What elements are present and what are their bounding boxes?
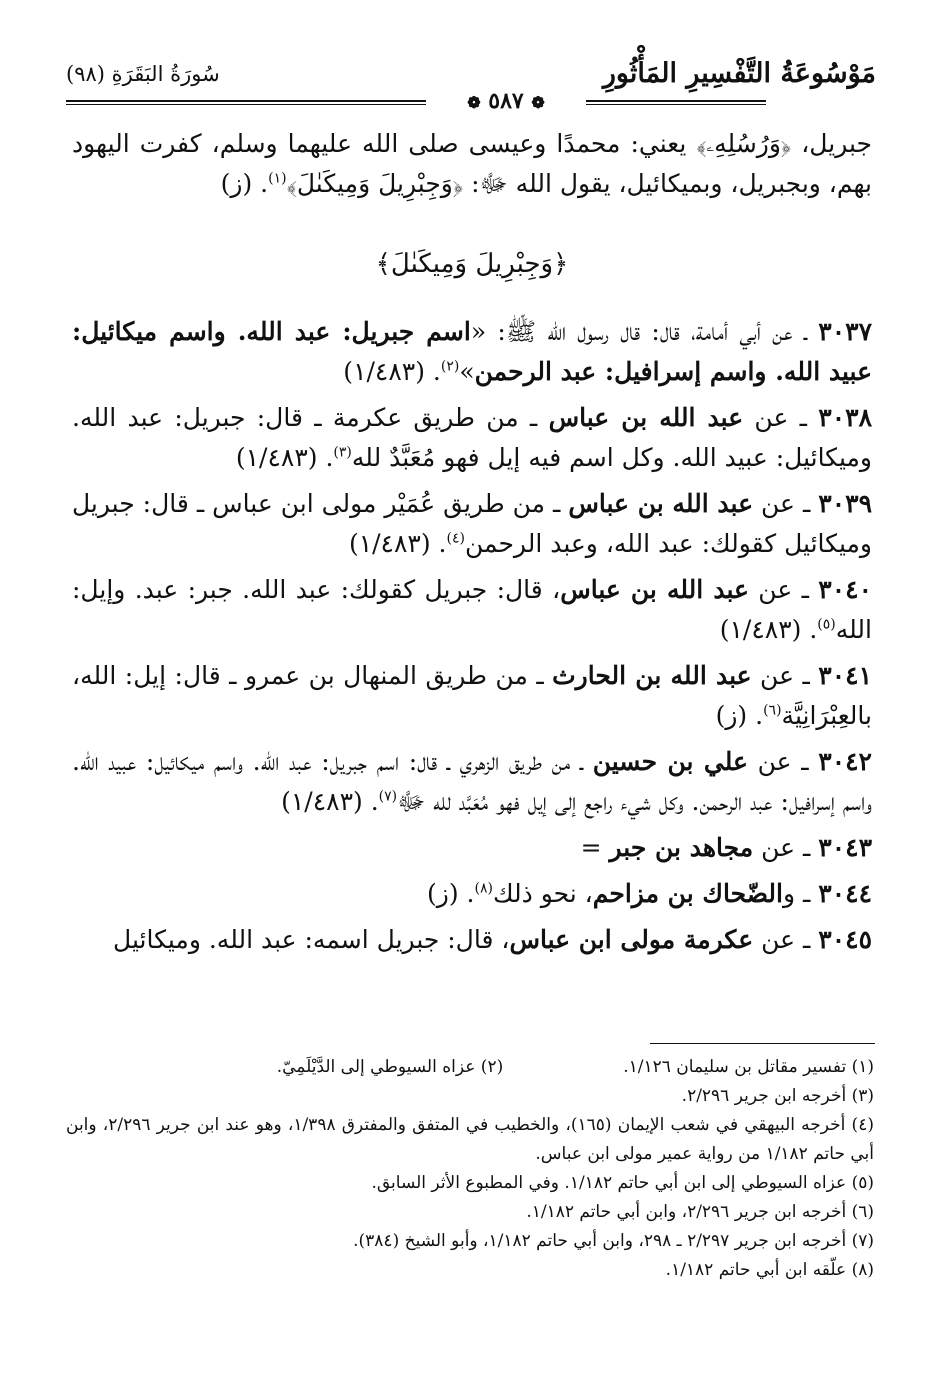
page-number: ٥٨٧ [488, 88, 524, 114]
footnote-ref: (٦) [763, 702, 782, 719]
entry-text: ـ عن [753, 925, 819, 954]
main-text [72, 124, 872, 960]
entry-text: ـ عن [753, 489, 819, 518]
footnote-7: (٧) أخرجه ابن جرير ٢/٢٩٧ ـ ٢٩٨، وابن أبي حاتم ١/١٨٢، وأبو الشيخ (٣٨٤). [353, 1231, 874, 1251]
entry-3039 [72, 484, 872, 564]
entry-text: ـ عن [751, 661, 819, 690]
entry-3038 [72, 398, 872, 478]
entry-text: ـ من طريق عُمَيْر مولى ابن عباس ـ قال: جبريل وميكائيل كقولك: عبد الله، وعبد الرحمن [72, 489, 872, 558]
entry-text: ، نحو ذلك [492, 879, 593, 908]
header-rule-left-thin [66, 104, 426, 105]
entry-text: ، قال: جبريل اسمه: عبد الله. وميكائيل [113, 925, 510, 954]
entry-text: ـ عن [743, 403, 819, 432]
entry-3041 [72, 656, 872, 736]
entry-text: » [459, 357, 475, 386]
volume-ref: . (١/٤٨٣) [348, 529, 447, 558]
entry-number: ٣٠٤٢ [818, 747, 872, 776]
ornament-icon: ❁ [531, 93, 545, 112]
surah-label: سُورَةُ البَقَرَةِ (٩٨) [66, 62, 220, 86]
volume-ref: . (ز) [715, 701, 764, 730]
header-rule-left [66, 100, 426, 102]
entry-3042 [72, 742, 872, 822]
entry-text: ـ من طريق الزهري ـ قال: اسم جبريل: عبد الله. واسم ميكائيل: عبيد الله. واسم إسرافيل: عبد الرحمن. وكل شيء راجع إلى إيل فهو مُعَبَّد لله ﷻ [72, 747, 872, 816]
entry-3043 [72, 828, 872, 868]
entry-bold-text: الضّحاك بن مزاحم [592, 879, 783, 908]
footnote-separator [650, 1043, 875, 1044]
volume-ref: . (ز) [427, 879, 475, 908]
entry-number: ٣٠٣٧ [818, 317, 872, 346]
entry-bold-text: مجاهد بن جبر [609, 833, 754, 862]
entry-text: ـ عن أبي أمامة، قال: قال رسول الله ﷺ: « [470, 317, 819, 346]
footnote-8: (٨) علّقه ابن أبي حاتم ١/١٨٢. [665, 1260, 874, 1280]
intro-paragraph [72, 124, 872, 204]
volume-ref: . (١/٤٨٣) [235, 443, 334, 472]
entry-number: ٣٠٤٠ [818, 575, 872, 604]
entry-bold-text: عبد الله بن عباس [568, 489, 754, 518]
entry-text: ـ من طريق عكرمة ـ قال: جبريل: عبد الله. وميكائيل: عبيد الله. وكل اسم فيه إيل فهو مُعَبَّدٌ لله [72, 403, 872, 472]
book-title: مَوْسُوعَةُ التَّفْسِيرِ المَأْثُورِ [602, 58, 876, 89]
entry-text: ـ و [782, 879, 819, 908]
volume-ref: . (١/٤٨٣) [719, 615, 818, 644]
header-rule-right [586, 100, 766, 102]
entry-text: ـ عن [748, 575, 819, 604]
footnotes [66, 1053, 874, 1285]
footnote-6: (٦) أخرجه ابن جرير ٢/٢٩٦، وابن أبي حاتم ١/١٨٢. [526, 1202, 874, 1222]
footnote-ref: (١) [268, 170, 287, 187]
entry-3045 [72, 920, 872, 960]
entry-number: ٣٠٤١ [818, 661, 872, 690]
ornament-icon: ❁ [467, 93, 481, 112]
footnote-ref: (٣) [333, 444, 352, 461]
entry-bold-text: عبد الله بن عباس [548, 403, 744, 432]
intro-line-1: جبريل، ﴿وَرُسُلِهِۦ﴾ يعني: محمدًا وعيسى صلى الله عليهما وسلم، كفرت اليهود [72, 129, 872, 158]
entry-text: ، قال: جبريل كقولك: عبد الله. جبر: عبد. وإيل: الله [72, 575, 872, 644]
page-number-block [426, 88, 586, 114]
footnote-3: (٣) أخرجه ابن جرير ٢/٢٩٦. [681, 1086, 874, 1106]
entry-number: ٣٠٤٣ [818, 833, 872, 862]
footnote-ref: (٢) [440, 358, 460, 375]
entry-number: ٣٠٣٨ [818, 403, 872, 432]
entry-3044 [72, 874, 872, 914]
entry-text: ـ عن [753, 833, 819, 862]
intro-line-2b: . (ز) [220, 169, 269, 198]
entry-bold-text: عكرمة مولى ابن عباس [509, 925, 754, 954]
volume-ref: . (١/٤٨٣) [281, 787, 379, 816]
intro-line-2a: بهم، وبجبريل، وبميكائيل، يقول الله ﷻ: ﴿وَجِبْرِيلَ وَمِيكَىٰلَ﴾ [286, 169, 872, 198]
entry-number: ٣٠٤٥ [818, 925, 872, 954]
footnote-2: (٢) عزاه السيوطي إلى الدَّيْلَمِيّ. [276, 1057, 504, 1077]
footnote-ref: (٧) [378, 788, 398, 805]
entry-3040 [72, 570, 872, 650]
entry-text: = [580, 833, 610, 862]
section-heading: ﴿وَجِبْرِيلَ وَمِيكَىٰلَ﴾ [375, 249, 569, 279]
entry-bold-text: اسم جبريل: عبد الله. واسم ميكائيل: عبيد الله. واسم إسرافيل: عبد الرحمن [72, 317, 872, 386]
footnote-ref: (٥) [817, 616, 836, 633]
header-rule-right-thin [586, 104, 766, 105]
entry-text: ـ عن [747, 747, 819, 776]
footnote-4: (٤) أخرجه البيهقي في شعب الإيمان (١٦٥)، والخطيب في المتفق والمفترق ١/٣٩٨، وهو عند ابن جرير ٢/٢٩٦، وابن أبي حاتم ١/١٨٢ من رواية عمير مولى ابن عباس. [66, 1115, 874, 1164]
footnote-ref: (٤) [446, 530, 465, 547]
entry-bold-text: عبد الله بن عباس [560, 575, 749, 604]
entry-number: ٣٠٤٤ [818, 879, 872, 908]
entry-text: ـ من طريق المنهال بن عمرو ـ قال: إيل: الله، بالعِبْرَانِيَّة [72, 661, 872, 730]
entry-bold-text: علي بن حسين [592, 747, 748, 776]
entry-bold-text: عبد الله بن الحارث [552, 661, 752, 690]
footnote-ref: (٨) [474, 880, 493, 897]
footnote-5: (٥) عزاه السيوطي إلى ابن أبي حاتم ١/١٨٢. وفي المطبوع الأثر السابق. [371, 1173, 874, 1193]
footnote-1: (١) تفسير مقاتل بن سليمان ١/١٢٦. [623, 1057, 874, 1077]
running-header [66, 58, 876, 114]
entry-3037 [72, 312, 872, 392]
volume-ref: . (١/٤٨٣) [343, 357, 441, 386]
footnote-row [66, 1053, 874, 1082]
entry-number: ٣٠٣٩ [818, 489, 872, 518]
